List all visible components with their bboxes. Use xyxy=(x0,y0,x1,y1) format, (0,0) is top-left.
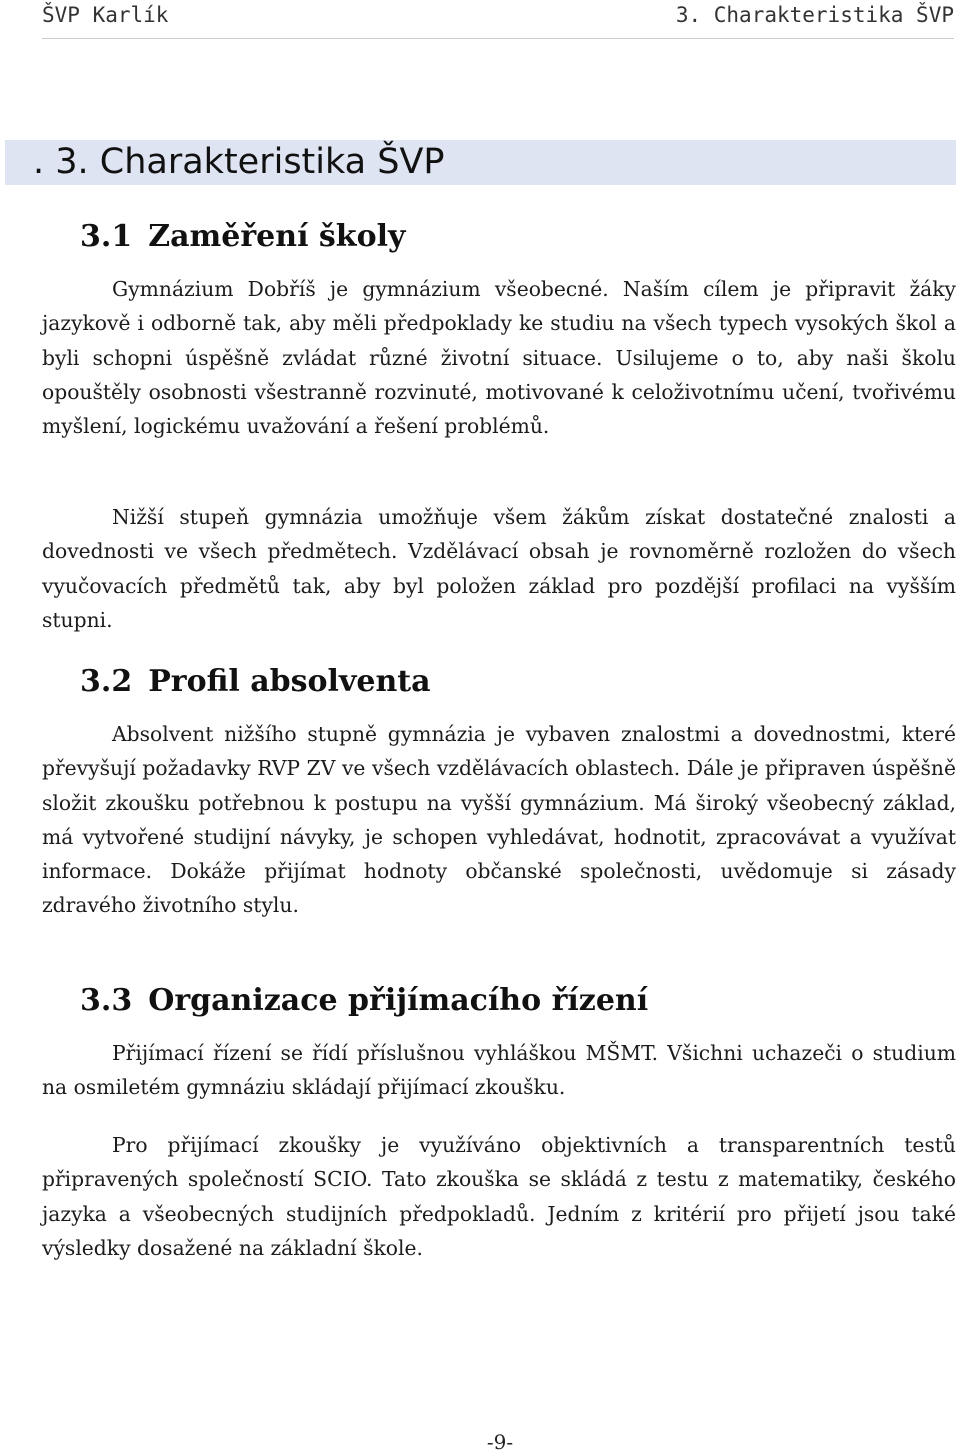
chapter-title: . 3. Charakteristika ŠVP xyxy=(33,142,445,182)
section-number: 3.1 xyxy=(80,219,133,254)
paragraph-school-focus: Gymnázium Dobříš je gymnázium všeobecné. Naším cílem je připravit žáky jazykově i odborně tak, aby měli předpoklady ke studiu na všech typech vysokých škol a byli schopni úspěšně zvládat různé životní situace. Usilujeme o to, aby naši školu opouštěly osobnosti všestranně rozvinuté, motivované k celoživotnímu učení, tvořivému myšlení, logickému uvažování a řešení problémů. xyxy=(42,277,956,439)
section-title: Organizace přijímacího řízení xyxy=(148,983,649,1018)
section-number: 3.2 xyxy=(80,664,133,699)
header-chapter-name: 3. Charakteristika ŠVP xyxy=(675,3,954,27)
paragraph-graduate-profile: Absolvent nižšího stupně gymnázia je vybaven znalostmi a dovednostmi, které převyšují požadavky RVP ZV ve všech vzdělávacích oblastech. Dále je připraven úspěšně složit zkoušku potřebnou k postupu na vyšší gymnázium. Má široký všeobecný základ, má vytvořené studijní návyky, je schopen vyhledávat, hodnotit, zpracovávat a využívat informace. Dokáže přijímat hodnoty občanské společnosti, uvědomuje si zásady zdravého životního stylu. xyxy=(42,722,956,918)
paragraph-admission-rules: Přijímací řízení se řídí příslušnou vyhláškou MŠMT. Všichni uchazeči o studium na osmiletém gymnáziu skládají přijímací zkoušku. xyxy=(42,1041,956,1100)
section-title: Profil absolventa xyxy=(148,664,431,699)
section-title: Zaměření školy xyxy=(148,219,406,254)
section-heading-profil-absolventa xyxy=(80,664,431,699)
header-divider xyxy=(42,38,954,39)
header-school-name: ŠVP Karlík xyxy=(42,3,169,27)
section-number: 3.3 xyxy=(80,983,133,1018)
running-header xyxy=(42,0,954,30)
section-heading-zamereni-skoly xyxy=(80,219,405,254)
paragraph-lower-stage: Nižší stupeň gymnázia umožňuje všem žákům získat dostatečné znalosti a dovednosti ve všech předmětech. Vzdělávací obsah je rovnoměrně rozložen do všech vyučovacích předmětů tak, aby byl položen základ pro pozdější profilaci na vyšším stupni. xyxy=(42,505,956,632)
paragraph-admission-tests: Pro přijímací zkoušky je využíváno objektivních a transparentních testů připravených společností SCIO. Tato zkouška se skládá z testu z matematiky, českého jazyka a všeobecných studijních předpokladů. Jedním z kritérií pro přijetí jsou také výsledky dosažené na základní škole. xyxy=(42,1133,956,1260)
section-heading-prijimaci-rizeni xyxy=(80,983,648,1018)
page-number: -9- xyxy=(486,1430,514,1454)
